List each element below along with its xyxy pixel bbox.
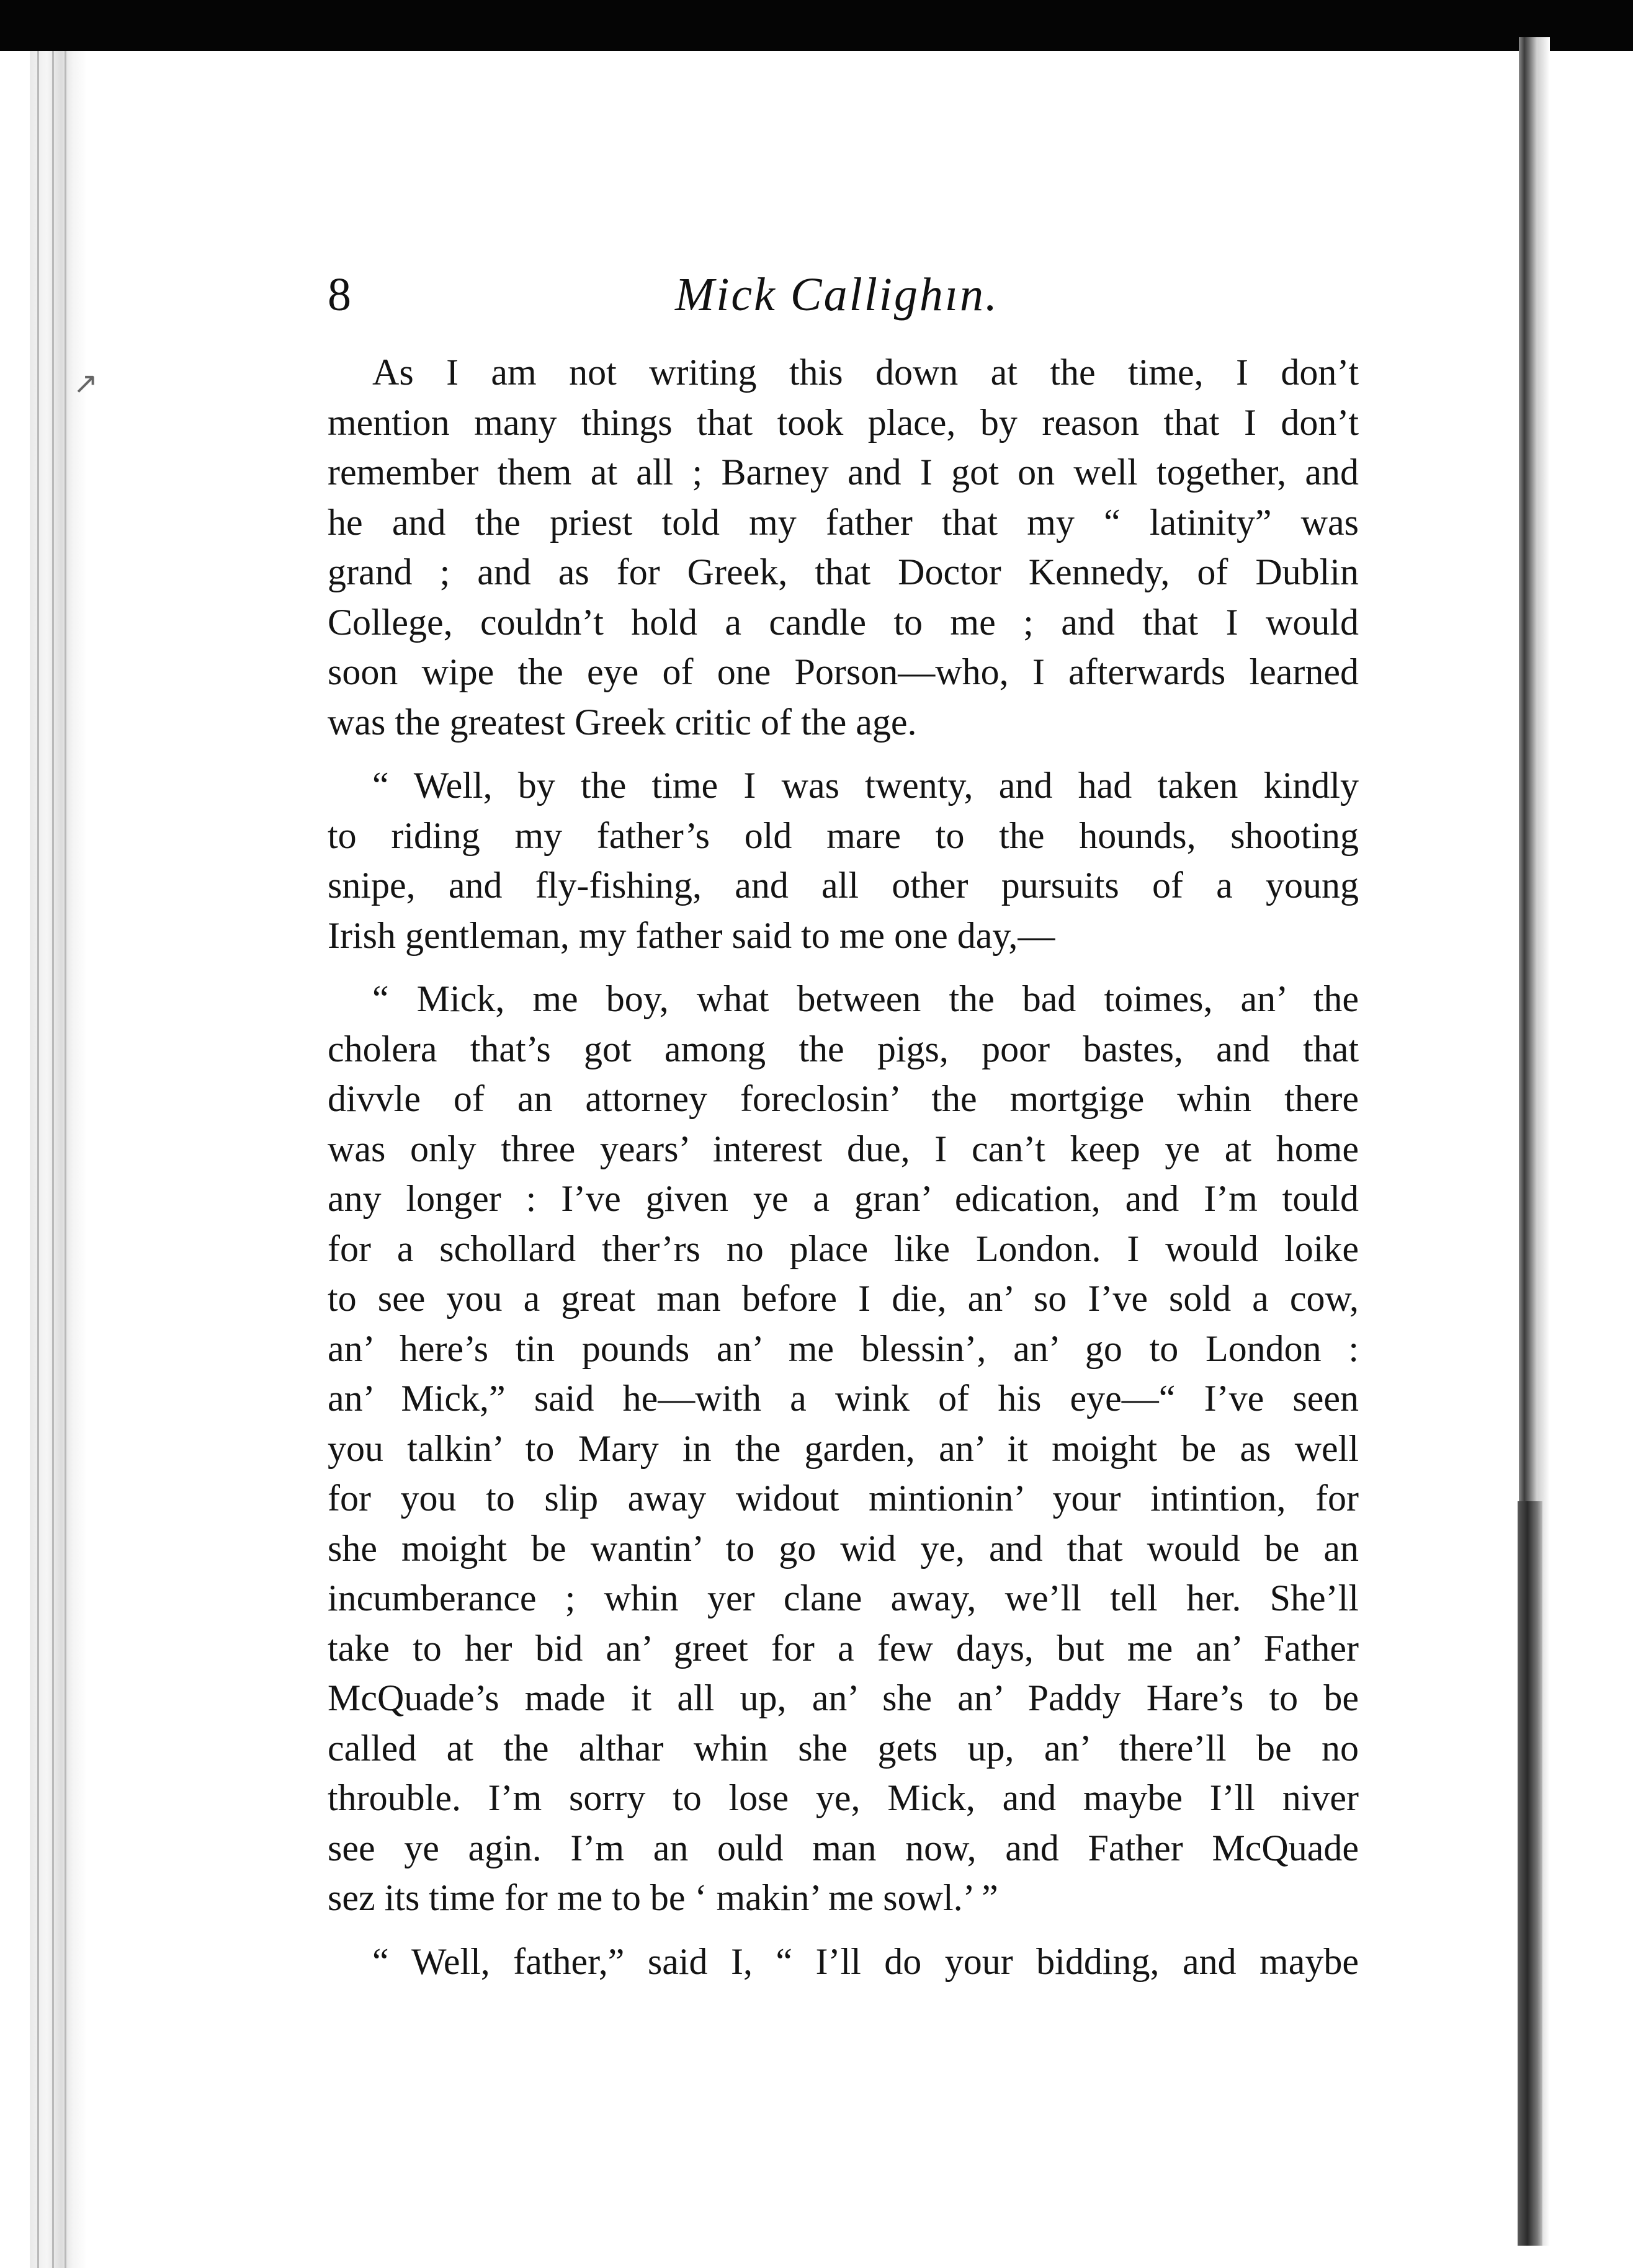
text-line: was the greatest Greek critic of the age. bbox=[328, 701, 917, 743]
text-line: called at the althar whin she gets up, an’ there’ll be no bbox=[328, 1727, 1359, 1769]
text-line: was only three years’ interest due, I can’t keep ye at home bbox=[328, 1128, 1359, 1169]
text-line: grand ; and as for Greek, that Doctor Kennedy, of Dublin bbox=[328, 551, 1359, 592]
text-line: for a schollard ther’rs no place like London. I would loike bbox=[328, 1228, 1359, 1269]
text-line: McQuade’s made it all up, an’ she an’ Paddy Hare’s to be bbox=[328, 1677, 1359, 1718]
text-line: College, couldn’t hold a candle to me ; and that I would bbox=[328, 601, 1359, 643]
paragraph-gap bbox=[328, 960, 1359, 974]
text-line: for you to slip away widout mintionin’ your intintion, for bbox=[328, 1478, 1359, 1519]
text-line: Irish gentleman, my father said to me one day,— bbox=[328, 914, 1055, 956]
page-number: 8 bbox=[328, 269, 351, 321]
text-line: to see you a great man before I die, an’ so I’ve sold a cow, bbox=[328, 1278, 1359, 1319]
body-text bbox=[328, 347, 1359, 1986]
running-title: Mick Callighın. bbox=[675, 269, 1000, 321]
text-line: remember them at all ; Barney and I got on well together, and bbox=[328, 452, 1359, 493]
text-line: “ Mick, me boy, what between the bad toimes, an’ the bbox=[372, 978, 1359, 1019]
paragraph bbox=[328, 1937, 1359, 1987]
paragraph bbox=[328, 974, 1359, 1923]
scan-top-border bbox=[0, 0, 1633, 51]
text-line: take to her bid an’ greet for a few days, but me an’ Father bbox=[328, 1627, 1359, 1669]
text-line: to riding my father’s old mare to the hounds, shooting bbox=[328, 815, 1359, 856]
paragraph-gap bbox=[328, 747, 1359, 761]
text-line: soon wipe the eye of one Porson—who, I afterwards learned bbox=[328, 651, 1359, 692]
text-line: “ Well, father,” said I, “ I’ll do your bidding, and maybe bbox=[372, 1940, 1359, 1982]
text-line: sez its time for me to be ‘ makin’ me sowl.’ ” bbox=[328, 1877, 998, 1918]
page-edge-line bbox=[65, 51, 66, 2268]
paragraph bbox=[328, 761, 1359, 960]
text-line: an’ here’s tin pounds an’ me blessin’, an’ go to London : bbox=[328, 1328, 1359, 1369]
text-line: throuble. I’m sorry to lose ye, Mick, and maybe I’ll niver bbox=[328, 1777, 1359, 1818]
text-line: incumberance ; whin yer clane away, we’ll tell her. She’ll bbox=[328, 1578, 1359, 1618]
text-line: mention many things that took place, by reason that I don’t bbox=[328, 401, 1359, 443]
paragraph-gap bbox=[328, 1923, 1359, 1937]
text-line: he and the priest told my father that my “ latinity” was bbox=[328, 501, 1359, 543]
text-line: As I am not writing this down at the time, I don’t bbox=[372, 352, 1359, 393]
running-head bbox=[328, 261, 1345, 329]
margin-mark: ↗ bbox=[73, 366, 99, 401]
page-edge-line bbox=[37, 51, 39, 2268]
text-line: divvle of an attorney foreclosin’ the mortgige whin there bbox=[328, 1078, 1359, 1119]
text-line: snipe, and fly-fishing, and all other pursuits of a young bbox=[328, 865, 1359, 906]
page-right-edge-dark bbox=[1518, 1501, 1542, 2246]
text-line: cholera that’s got among the pigs, poor bastes, and that bbox=[328, 1028, 1359, 1069]
paragraph bbox=[328, 347, 1359, 747]
page-edge-line bbox=[52, 51, 54, 2268]
text-line: any longer : I’ve given ye a gran’ edication, and I’m tould bbox=[328, 1178, 1359, 1219]
text-line: “ Well, by the time I was twenty, and had taken kindly bbox=[372, 765, 1359, 806]
text-line: an’ Mick,” said he—with a wink of his eye—“ I’ve seen bbox=[328, 1378, 1359, 1419]
text-line: she moight be wantin’ to go wid ye, and that would be an bbox=[328, 1527, 1359, 1569]
text-line: you talkin’ to Mary in the garden, an’ it moight be as well bbox=[328, 1427, 1359, 1469]
text-line: see ye agin. I’m an ould man now, and Father McQuade bbox=[328, 1827, 1359, 1868]
